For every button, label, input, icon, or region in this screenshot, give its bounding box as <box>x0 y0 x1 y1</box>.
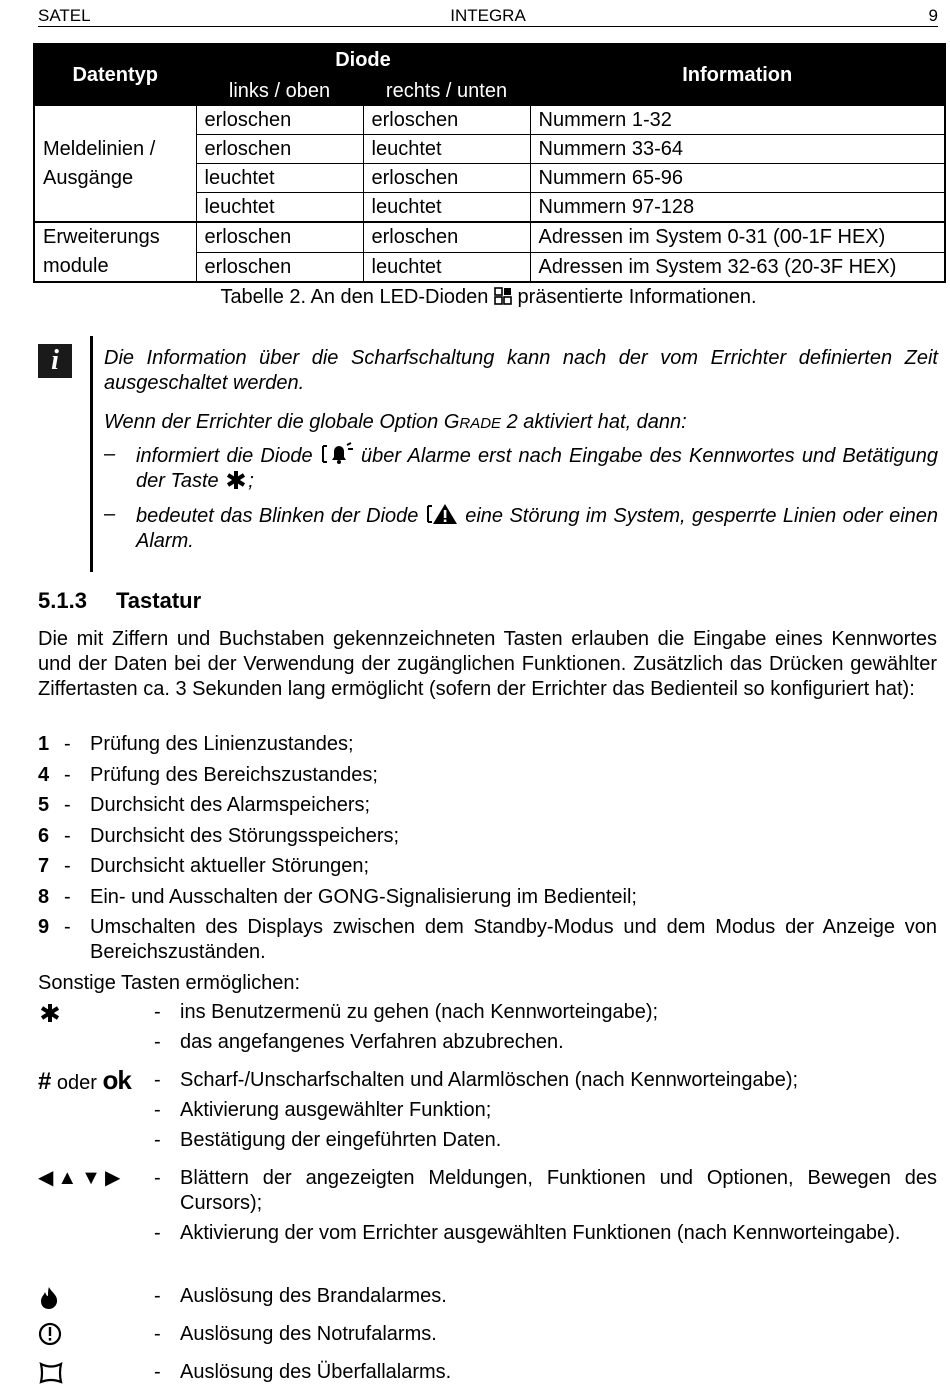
table-row <box>34 222 945 252</box>
table-cell: Nummern 1-32 <box>530 106 945 135</box>
hash-ok-key-label: # oder ok <box>38 1065 131 1095</box>
table-cell: leuchtet <box>363 193 530 223</box>
group-erweiterungsmodule <box>34 222 196 282</box>
table-row <box>34 106 945 135</box>
caption-text: Tabelle 2. An den LED-Dioden <box>220 286 489 308</box>
note-list-item: – bedeutet das Blinken der Diode eine Störung im System, gesperrte Linien oder einen Alarm. <box>104 503 939 552</box>
page-header <box>38 6 938 27</box>
key-description: Durchsicht aktueller Störungen; <box>90 855 370 877</box>
table-cell: Adressen im System 0-31 (00-1F HEX) <box>530 222 945 252</box>
dash: - <box>64 885 71 908</box>
alarm-indicator-icon <box>320 442 354 466</box>
info-icon: i <box>38 344 72 378</box>
key-description: Prüfung des Bereichszustandes; <box>90 763 378 786</box>
col-links: links / oben <box>196 76 363 105</box>
table-cell: Nummern 33-64 <box>530 135 945 164</box>
section-heading: 5.1.3 Tastatur <box>38 588 202 613</box>
dash: - <box>64 794 71 816</box>
key-description: Prüfung des Linienzustandes; <box>90 733 354 755</box>
note-list-item: – informiert die Diode über Alarme erst nach Eingabe des Kennwortes und Betätigung der Taste ; <box>104 443 939 492</box>
table-cell: leuchtet <box>363 135 530 164</box>
header-center: INTEGRA <box>450 6 526 25</box>
group-meldelinien <box>34 106 196 223</box>
numeric-key-item <box>38 854 937 879</box>
note-bar <box>90 336 93 572</box>
table-cell: erloschen <box>363 164 530 193</box>
key-description: Auslösung des Notrufalarms. <box>180 1323 437 1345</box>
group-label: Erweiterungs <box>43 226 160 248</box>
key-description: Durchsicht des Störungsspeichers; <box>90 824 400 847</box>
caption-text: präsentierte Informationen. <box>517 286 757 308</box>
aux-key-block: - Auslösung des Notrufalarms. <box>38 1322 937 1360</box>
numeric-key-item <box>38 885 937 910</box>
other-keys-intro: Sonstige Tasten ermöglichen: <box>38 972 301 994</box>
table-cell: erloschen <box>363 106 530 135</box>
numeric-key-item <box>38 763 937 788</box>
panic-key-block: - Auslösung des Überfallalarms. <box>38 1360 937 1390</box>
star-key-icon <box>224 469 248 491</box>
key-number: 6 <box>38 824 50 847</box>
key-description: Umschalten des Displays zwischen dem Standby-Modus und dem Modus der Anzeige von Bereichszuständen. <box>90 916 937 963</box>
key-number: 7 <box>38 855 50 877</box>
table-cell: Nummern 65-96 <box>530 164 945 193</box>
trouble-indicator-icon <box>425 502 459 526</box>
table-cell: Nummern 97-128 <box>530 193 945 223</box>
table-cell: erloschen <box>196 135 363 164</box>
key-description: Blättern der angezeigten Meldungen, Funktionen und Optionen, Bewegen des Cursors); <box>180 1167 937 1214</box>
key-description: Auslösung des Überfallalarms. <box>180 1361 452 1383</box>
numeric-key-item <box>38 732 937 757</box>
table-cell: erloschen <box>196 222 363 252</box>
star-key-block: - ins Benutzermenü zu gehen (nach Kennworteingabe); - das angefangenes Verfahren abzubrechen. <box>38 1000 937 1062</box>
page-number: 9 <box>928 6 938 25</box>
dash: - <box>64 855 71 877</box>
table-cell: erloschen <box>196 106 363 135</box>
info-note <box>38 336 943 572</box>
table-cell: leuchtet <box>196 164 363 193</box>
col-information: Information <box>530 44 945 106</box>
key-description: Durchsicht des Alarmspeichers; <box>90 794 371 816</box>
led-info-table <box>33 43 946 283</box>
col-diode: Diode <box>196 44 530 76</box>
numeric-key-item <box>38 824 937 849</box>
dash: - <box>64 763 71 786</box>
col-rechts: rechts / unten <box>363 76 530 105</box>
dash: - <box>64 733 71 755</box>
key-number: 1 <box>38 733 50 755</box>
dash: - <box>64 916 71 938</box>
group-label: Ausgänge <box>43 166 134 189</box>
key-description: das angefangenes Verfahren abzubrechen. <box>180 1031 564 1053</box>
dash: - <box>64 824 71 847</box>
header-left: SATEL <box>38 6 91 25</box>
col-datentyp: Datentyp <box>34 44 196 106</box>
key-description: Auslösung des Brandalarmes. <box>180 1285 447 1307</box>
table-cell: leuchtet <box>196 193 363 223</box>
key-description: Scharf-/Unscharfschalten und Alarmlöschen (nach Kennworteingabe); <box>180 1069 799 1091</box>
table-cell: leuchtet <box>363 252 530 282</box>
arrow-keys-icon: ◀▲▼▶ <box>38 1167 125 1189</box>
key-number: 8 <box>38 885 50 908</box>
intro-paragraph: Die mit Ziffern und Buchstaben gekennzeichneten Tasten erlauben die Eingabe eines Kennwortes und der Daten bei der Verwendung der zugänglichen Funktionen. Zusätzlich das Drücken gewählter Ziffertasten ca. 3 Sekunden lang ermöglicht (sofern der Errichter das Bedienteil so konfiguriert hat): <box>38 628 937 700</box>
arrow-keys-block: ◀▲▼▶ - Blättern der angezeigten Meldungen, Funktionen und Optionen, Bewegen des Cursors); - Aktivierung der vom Errichter ausgewählten Funktionen (nach Kennworteingabe). <box>38 1167 937 1244</box>
numeric-keys-list <box>38 732 937 971</box>
partition-indicator-icon <box>494 287 512 305</box>
table-cell: erloschen <box>196 252 363 282</box>
key-description: Bestätigung der eingeführten Daten. <box>180 1129 502 1151</box>
key-number: 4 <box>38 763 50 786</box>
note-paragraph: Die Information über die Scharfschaltung kann nach der vom Errichter definierten Zeit ausgeschaltet werden. <box>104 347 938 394</box>
group-label: module <box>43 255 109 277</box>
key-number: 9 <box>38 916 50 938</box>
key-number: 5 <box>38 794 50 816</box>
other-keys-list <box>38 1000 937 1390</box>
key-description: Aktivierung der vom Errichter ausgewählten Funktionen (nach Kennworteingabe). <box>180 1222 901 1244</box>
note-paragraph: Wenn der Errichter die globale Option GRADE 2 aktiviert hat, dann: <box>104 411 687 433</box>
table-caption <box>33 286 944 309</box>
table-cell: erloschen <box>363 222 530 252</box>
hash-ok-key-block: # oder ok - Scharf-/Unscharfschalten und Alarmlöschen (nach Kennworteingabe); - Aktivierung ausgewählter Funktion; - Bestätigung der eingeführten Daten. <box>38 1065 799 1151</box>
key-description: Ein- und Ausschalten der GONG-Signalisierung im Bedienteil; <box>90 885 637 908</box>
key-description: Aktivierung ausgewählter Funktion; <box>180 1099 492 1121</box>
table-cell: Adressen im System 32-63 (20-3F HEX) <box>530 252 945 282</box>
group-label: Meldelinien / <box>43 137 156 160</box>
fire-key-block: - Auslösung des Brandalarmes. <box>38 1284 937 1322</box>
numeric-key-item <box>38 915 937 965</box>
key-description: ins Benutzermenü zu gehen (nach Kennworteingabe); <box>180 1001 659 1023</box>
numeric-key-item <box>38 793 937 818</box>
